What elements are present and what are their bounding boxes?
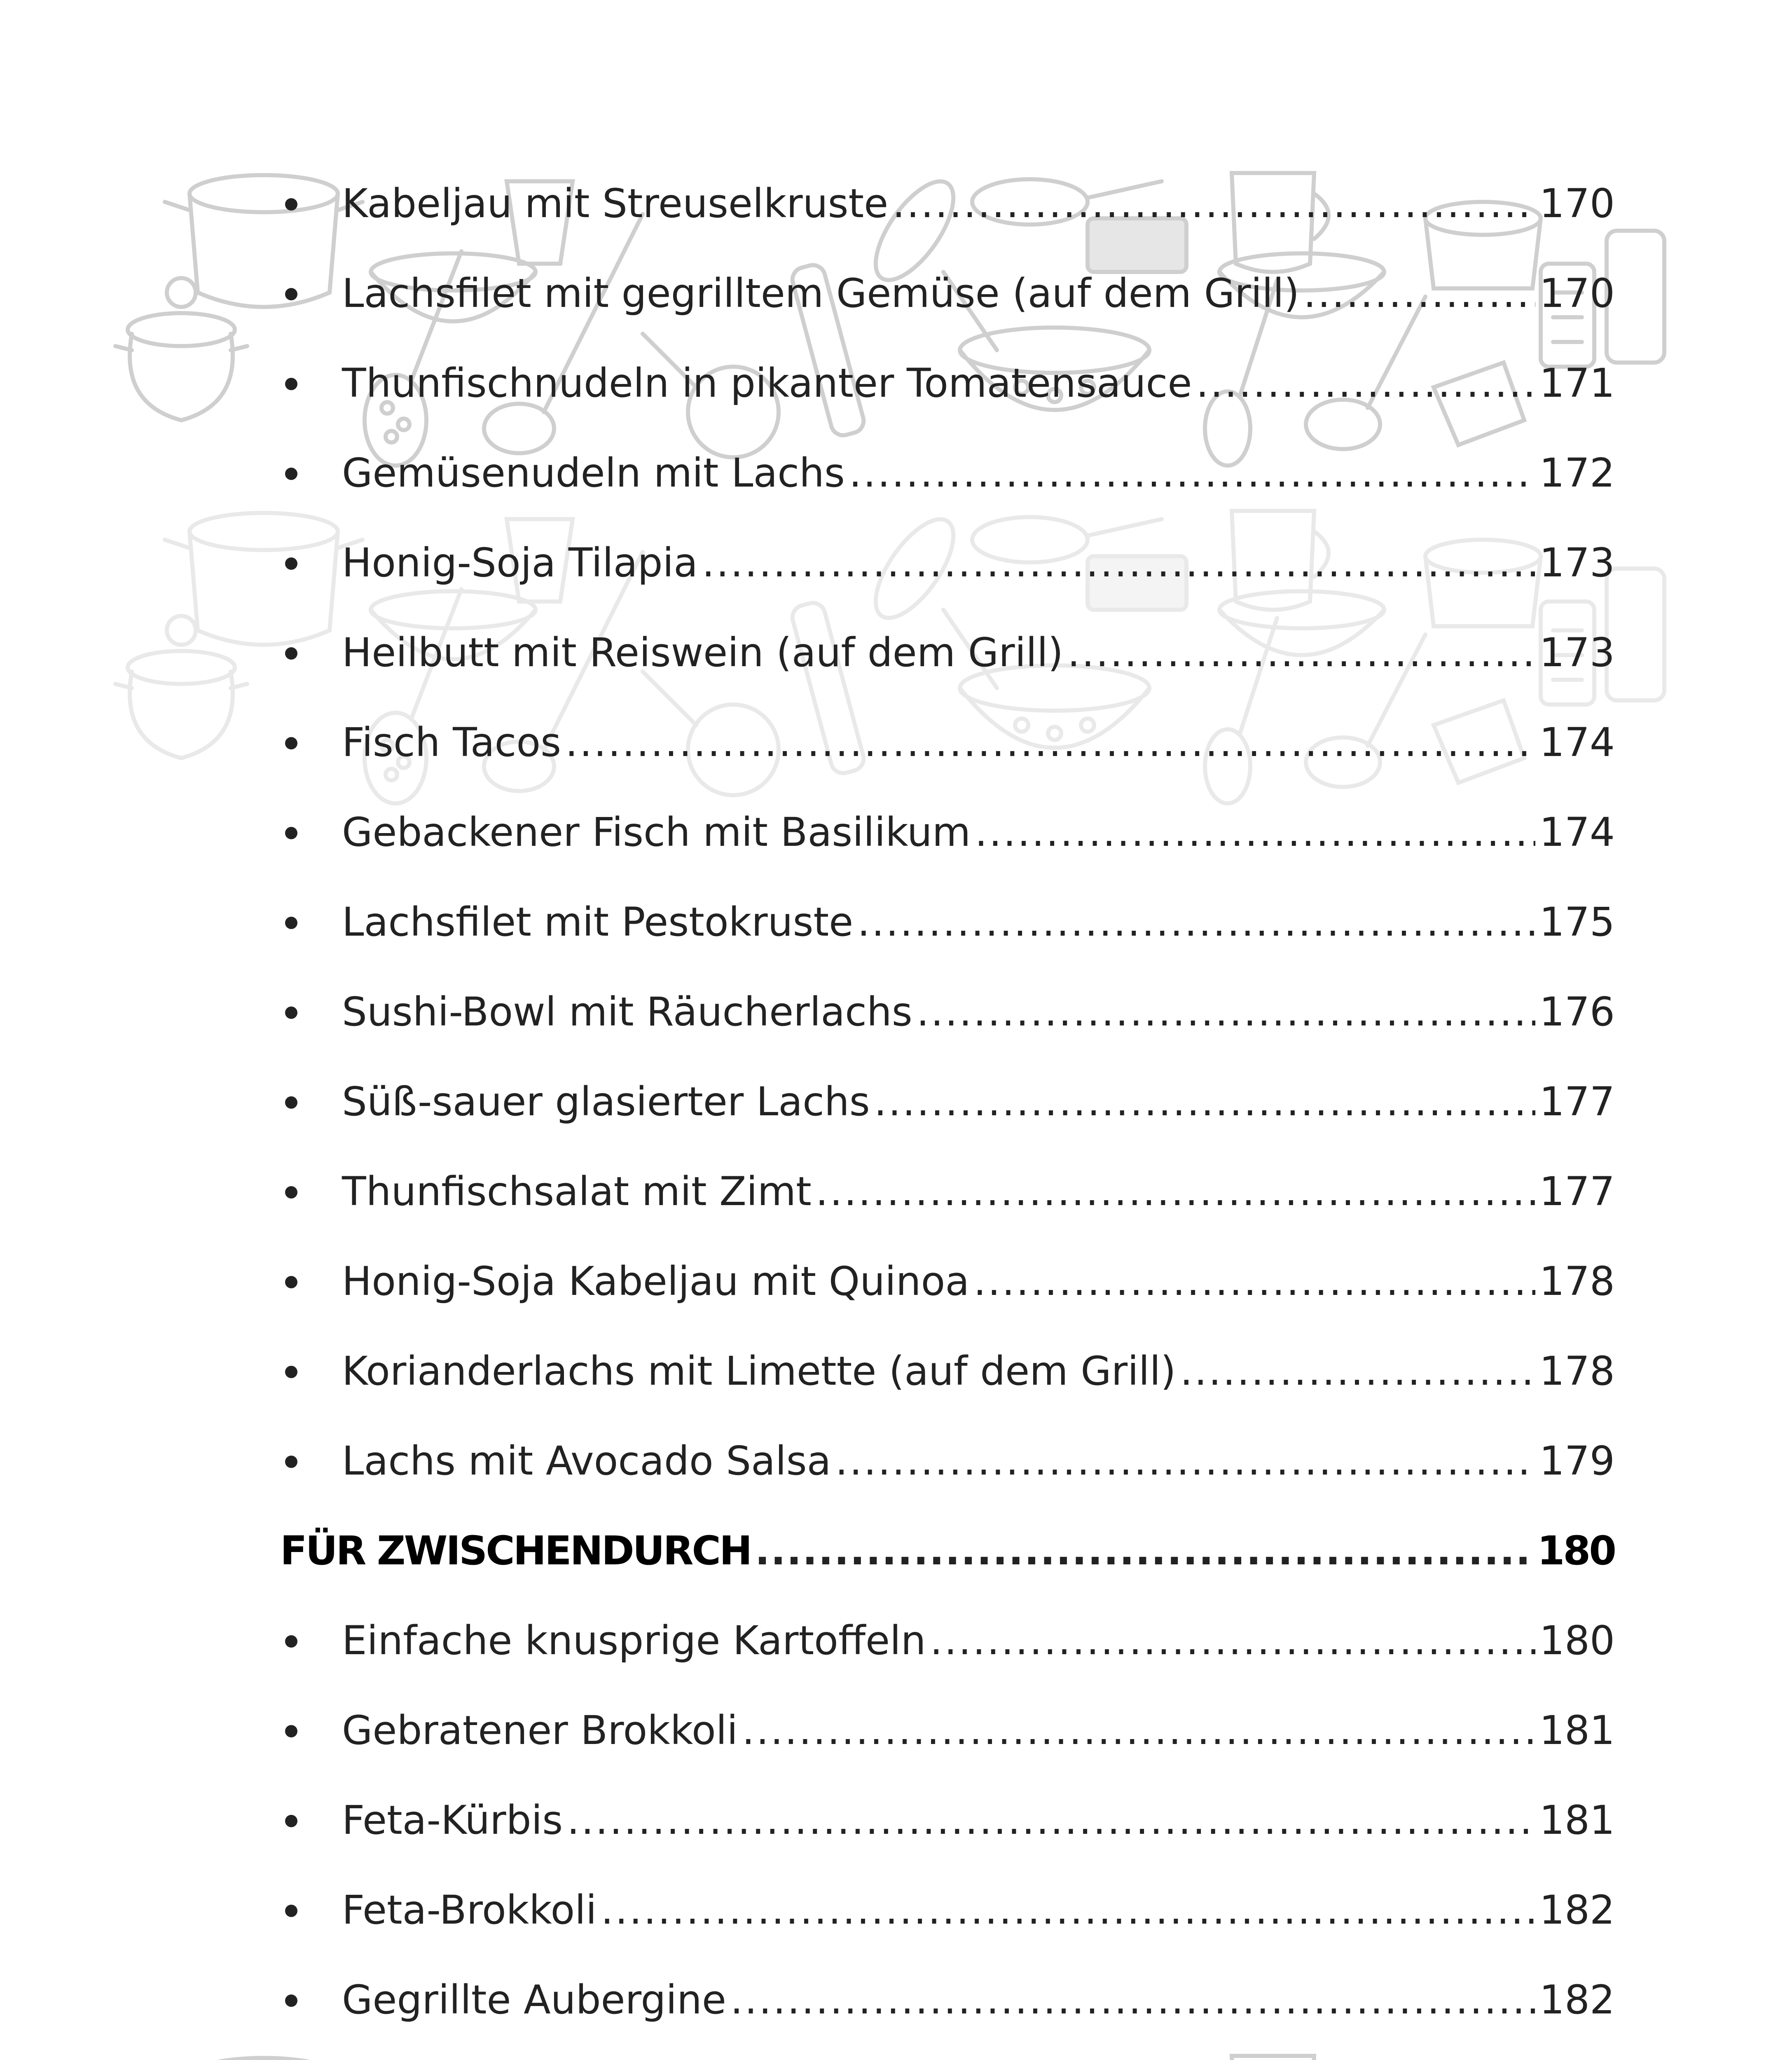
dot-leader	[874, 1057, 1535, 1147]
toc-entry[interactable]	[280, 1865, 1615, 1955]
toc-entry-title: Einfache knusprige Kartoffeln	[342, 1618, 926, 1664]
bullet-icon	[280, 428, 342, 518]
toc-entry-page: 172	[1539, 450, 1615, 496]
toc-entry-page: 182	[1539, 1977, 1615, 2023]
toc-entry-title: Lachsfilet mit gegrilltem Gemüse (auf dem Grill)	[342, 270, 1300, 316]
toc-entry[interactable]	[280, 1775, 1615, 1865]
toc-entry-page: 170	[1539, 180, 1615, 227]
toc-entry[interactable]	[280, 338, 1615, 428]
toc-entry-page: 171	[1539, 360, 1615, 406]
toc-entry-title: Gebratener Brokkoli	[342, 1707, 738, 1753]
bullet-icon	[280, 608, 342, 698]
toc-entry-page: 174	[1539, 719, 1615, 765]
bullet-icon	[280, 1596, 342, 1685]
toc-entry-title: Honig-Soja Tilapia	[342, 540, 698, 586]
dot-leader	[975, 787, 1535, 877]
toc-entry-page: 177	[1539, 1079, 1615, 1125]
toc-entry[interactable]	[280, 2045, 1615, 2060]
dot-leader	[742, 1685, 1535, 1775]
bullet-icon	[280, 967, 342, 1057]
toc-entry-page: 178	[1539, 1348, 1615, 1394]
toc-entry-page: 174	[1539, 809, 1615, 855]
toc-entry-page: 179	[1539, 1438, 1615, 1484]
toc-entry-title: Gemüsenudeln mit Lachs	[342, 450, 845, 496]
toc-entry[interactable]	[280, 698, 1615, 787]
toc-entry-page: 178	[1539, 1258, 1615, 1304]
bullet-icon	[280, 1147, 342, 1236]
dot-leader	[567, 1775, 1535, 1865]
toc-entry[interactable]	[280, 787, 1615, 877]
toc-entry-title: Süß-sauer glasierter Lachs	[342, 1079, 870, 1125]
dot-leader	[849, 428, 1535, 518]
bullet-icon	[280, 1416, 342, 1506]
toc-entry-title: Gegrillte Aubergine	[342, 1977, 726, 2023]
toc-entry-title: Heilbutt mit Reiswein (auf dem Grill)	[342, 630, 1064, 676]
toc-entry[interactable]	[280, 608, 1615, 698]
dot-leader	[835, 1416, 1535, 1506]
toc-entry[interactable]	[280, 1057, 1615, 1147]
bullet-icon	[280, 518, 342, 608]
toc-entry-page: 177	[1539, 1168, 1615, 1215]
toc-entry-page: 173	[1539, 540, 1615, 586]
dot-leader	[857, 877, 1535, 967]
toc-section-page: 180	[1537, 1528, 1615, 1574]
bullet-icon	[280, 338, 342, 428]
dot-leader	[730, 1955, 1535, 2045]
toc-section-heading[interactable]	[280, 1506, 1615, 1596]
bullet-icon	[280, 787, 342, 877]
toc-entry[interactable]	[280, 428, 1615, 518]
bullet-icon	[280, 1685, 342, 1775]
table-of-contents	[280, 159, 1615, 2060]
toc-entry-page: 182	[1539, 1887, 1615, 1933]
toc-entry-title: Feta-Kürbis	[342, 1797, 563, 1843]
toc-entry-page: 176	[1539, 989, 1615, 1035]
bullet-icon	[280, 1326, 342, 1416]
bullet-icon	[280, 1236, 342, 1326]
toc-entry[interactable]	[280, 1236, 1615, 1326]
toc-entry[interactable]	[280, 248, 1615, 338]
toc-entry-title: Lachs mit Avocado Salsa	[342, 1438, 831, 1484]
toc-entry[interactable]	[280, 518, 1615, 608]
toc-entry-page: 181	[1539, 1797, 1615, 1843]
toc-entry-page: 181	[1539, 1707, 1615, 1753]
dot-leader	[816, 1147, 1535, 1236]
toc-entry-title: Lachsfilet mit Pestokruste	[342, 899, 854, 945]
toc-entry-title: Fisch Tacos	[342, 719, 561, 765]
toc-entry-title: Korianderlachs mit Limette (auf dem Grill)	[342, 1348, 1176, 1394]
bullet-icon	[280, 248, 342, 338]
toc-entry-title: Kabeljau mit Streuselkruste	[342, 180, 889, 227]
bullet-icon	[280, 877, 342, 967]
toc-entry-title	[342, 2045, 668, 2060]
dot-leader	[1196, 338, 1535, 428]
toc-entry[interactable]	[280, 159, 1615, 248]
toc-entry-title: Feta-Brokkoli	[342, 1887, 597, 1933]
bullet-icon	[280, 698, 342, 787]
bullet-icon	[280, 1775, 342, 1865]
toc-section-title: FÜR ZWISCHENDURCH	[280, 1528, 751, 1574]
toc-entry[interactable]	[280, 877, 1615, 967]
toc-entry[interactable]	[280, 1955, 1615, 2045]
dot-leader	[1180, 1326, 1535, 1416]
dot-leader	[601, 1865, 1535, 1955]
toc-entry-title: Sushi-Bowl mit Räucherlachs	[342, 989, 912, 1035]
dot-leader	[702, 518, 1535, 608]
toc-entry-title: Thunfischnudeln in pikanter Tomatensauce	[342, 360, 1192, 406]
toc-entry-title: Thunfischsalat mit Zimt	[342, 1168, 812, 1215]
bullet-icon	[280, 1057, 342, 1147]
dot-leader	[672, 2045, 1535, 2060]
dot-leader	[1067, 608, 1535, 698]
toc-entry[interactable]	[280, 1685, 1615, 1775]
toc-entry-page: 175	[1539, 899, 1615, 945]
toc-entry[interactable]	[280, 1416, 1615, 1506]
dot-leader	[565, 698, 1535, 787]
toc-entry[interactable]	[280, 1596, 1615, 1685]
toc-entry[interactable]	[280, 1147, 1615, 1236]
toc-entry-title: Gebackener Fisch mit Basilikum	[342, 809, 971, 855]
toc-entry-page: 180	[1539, 1618, 1615, 1664]
dot-leader	[1303, 248, 1535, 338]
dot-leader	[755, 1506, 1533, 1596]
toc-entry[interactable]	[280, 1326, 1615, 1416]
bullet-icon	[280, 159, 342, 248]
bullet-icon	[280, 2045, 342, 2060]
toc-entry-page: 170	[1539, 270, 1615, 316]
dot-leader	[930, 1596, 1535, 1685]
dot-leader	[917, 967, 1535, 1057]
dot-leader	[973, 1236, 1535, 1326]
bullet-icon	[280, 1865, 342, 1955]
bullet-icon	[280, 1955, 342, 2045]
toc-entry-page: 173	[1539, 630, 1615, 676]
toc-entry-title: Honig-Soja Kabeljau mit Quinoa	[342, 1258, 970, 1304]
dot-leader	[892, 159, 1535, 248]
toc-entry-page	[1539, 2045, 1615, 2060]
toc-entry[interactable]	[280, 967, 1615, 1057]
